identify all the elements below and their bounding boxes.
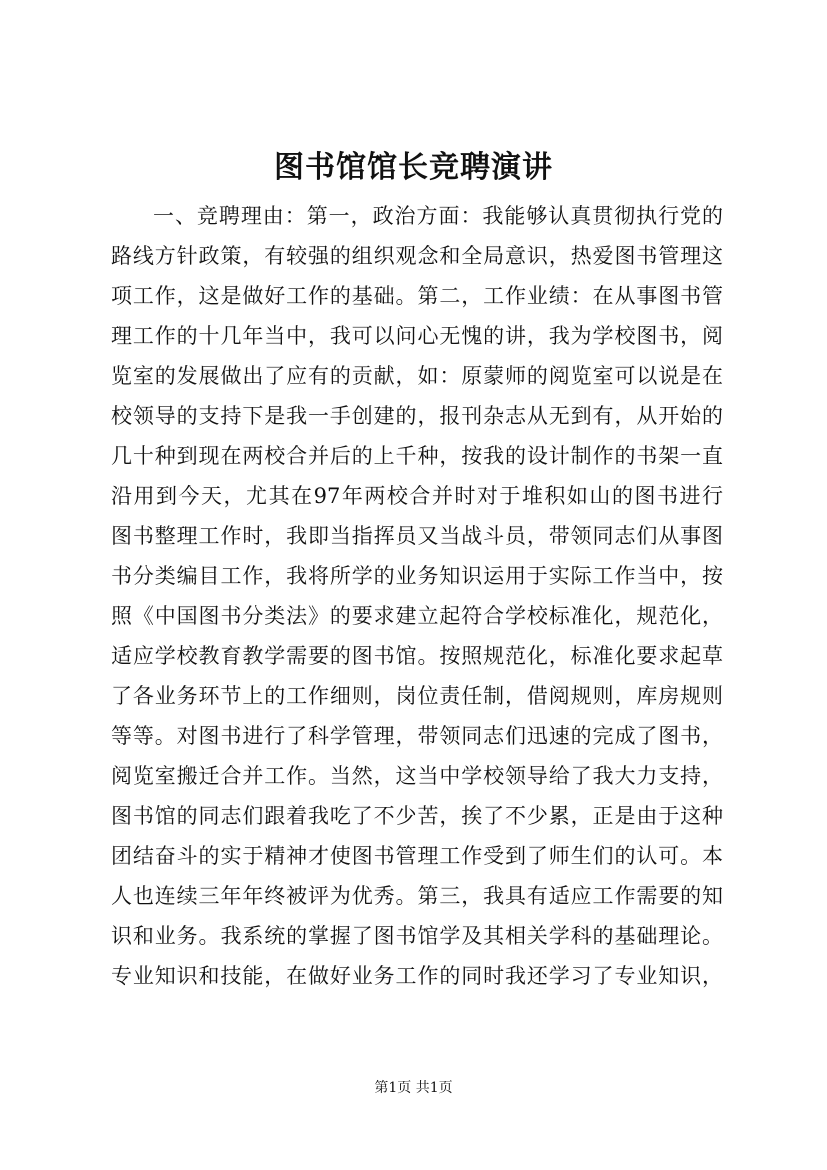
body-line: 识和业务。我系统的掌握了图书馆学及其相关学科的基础理论。 xyxy=(111,924,723,948)
body-line: 团结奋斗的实于精神才使图书管理工作受到了师生们的认可。本 xyxy=(111,844,723,868)
body-line: 专业知识和技能，在做好业务工作的同时我还学习了专业知识， xyxy=(111,964,723,988)
body-line: 等等。对图书进行了科学管理，带领同志们迅速的完成了图书， xyxy=(111,724,723,748)
document-body xyxy=(111,196,723,996)
body-line: 图书馆的同志们跟着我吃了不少苦，挨了不少累，正是由于这种 xyxy=(111,804,723,828)
body-line: 了各业务环节上的工作细则，岗位责任制，借阅规则，库房规则 xyxy=(111,684,723,708)
body-line: 适应学校教育教学需要的图书馆。按照规范化，标准化要求起草 xyxy=(111,644,723,668)
body-line: 沿用到今天，尤其在97年两校合并时对于堆积如山的图书进行 xyxy=(111,484,723,508)
document-title: 图书馆馆长竞聘演讲 xyxy=(274,150,553,185)
body-line: 项工作，这是做好工作的基础。第二，工作业绩：在从事图书管 xyxy=(111,284,723,308)
body-line: 一、竞聘理由：第一，政治方面：我能够认真贯彻执行党的 xyxy=(153,204,723,228)
body-line: 路线方针政策，有较强的组织观念和全局意识，热爱图书管理这 xyxy=(111,244,723,268)
body-line: 阅览室搬迁合并工作。当然，这当中学校领导给了我大力支持， xyxy=(111,764,723,788)
body-line: 图书整理工作时，我即当指挥员又当战斗员，带领同志们从事图 xyxy=(111,524,723,548)
body-line: 校领导的支持下是我一手创建的，报刊杂志从无到有，从开始的 xyxy=(111,404,723,428)
body-line: 照《中国图书分类法》的要求建立起符合学校标准化，规范化， xyxy=(111,604,723,628)
body-line: 览室的发展做出了应有的贡献，如：原蒙师的阅览室可以说是在 xyxy=(111,364,723,388)
body-line: 书分类编目工作，我将所学的业务知识运用于实际工作当中，按 xyxy=(111,564,723,588)
page-footer: 第1页 共1页 xyxy=(374,1080,453,1096)
body-line: 几十种到现在两校合并后的上千种，按我的设计制作的书架一直 xyxy=(111,444,723,468)
body-line: 理工作的十几年当中，我可以问心无愧的讲，我为学校图书，阅 xyxy=(111,324,723,348)
body-line: 人也连续三年年终被评为优秀。第三，我具有适应工作需要的知 xyxy=(111,884,723,908)
